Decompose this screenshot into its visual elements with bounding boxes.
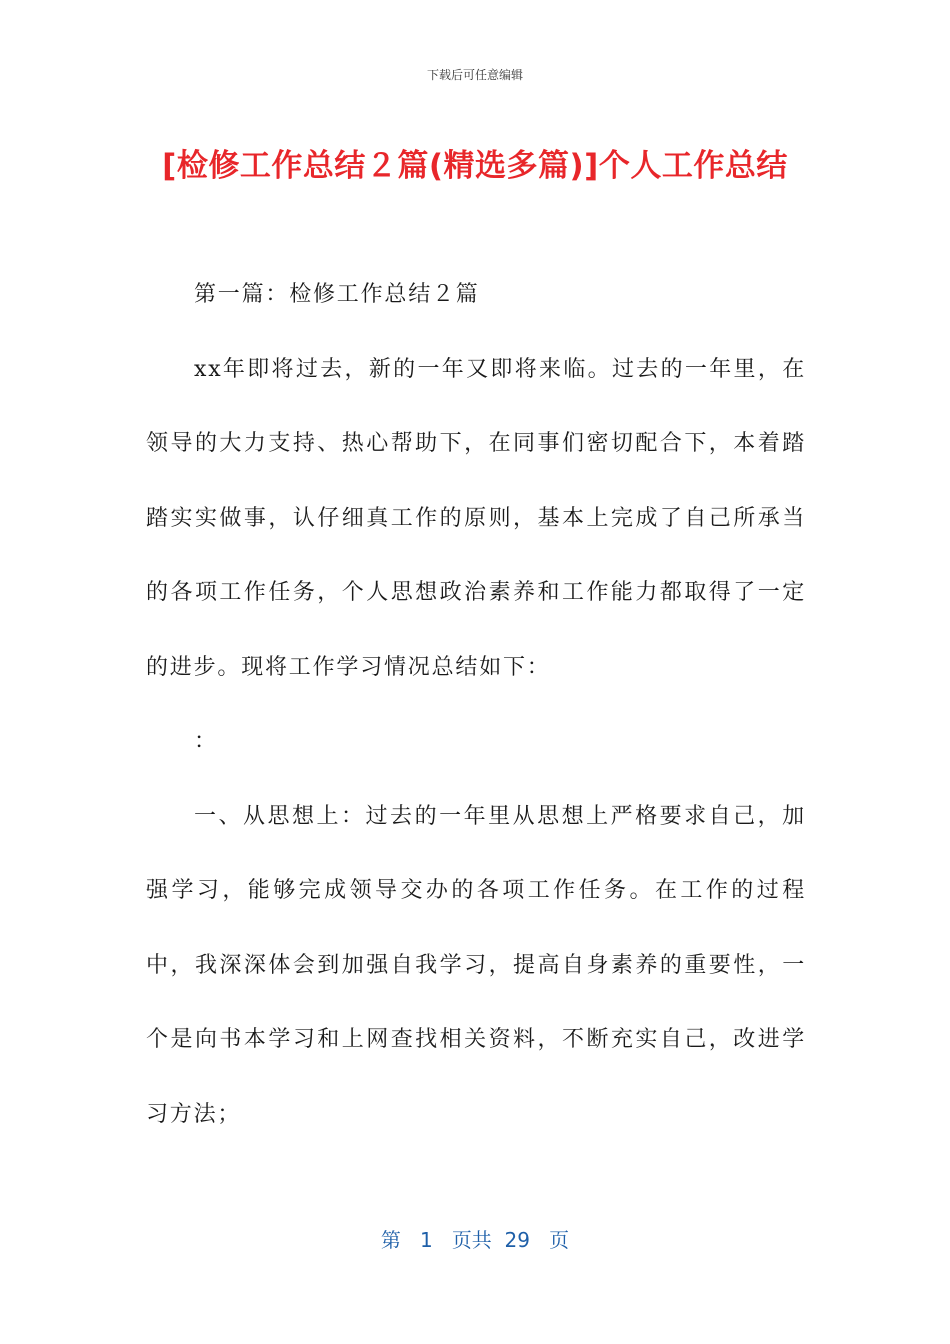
page-label-prefix: 第 <box>380 1228 401 1252</box>
header-note: 下载后可任意编辑 <box>426 68 523 82</box>
total-page-count: 29 <box>504 1228 530 1252</box>
document-title: [检修工作总结２篇(精选多篇)]个人工作总结 <box>162 148 788 184</box>
body-paragraph: 一、从思想上：过去的一年里从思想上严格要求自己，加强学习，能够完成领导交办的各项工作任务。在工作的过程中，我深深体会到加强自我学习，提高自身素养的重要性，一个是向书本学习和上网查找相关资料，不断充实自己，改进学习方法； <box>146 803 806 1127</box>
page-label-middle: 页共 <box>451 1228 492 1252</box>
page-label-suffix: 页 <box>549 1228 570 1252</box>
body-paragraph: xx年即将过去，新的一年又即将来临。过去的一年里，在领导的大力支持、热心帮助下，在同事们密切配合下，本着踏踏实实做事，认仔细真工作的原则，基本上完成了自己所承当的各项工作任务，个人思想政治素养和工作能力都取得了一定的进步。现将工作学习情况总结如下： <box>146 356 806 680</box>
document-body <box>146 258 806 1152</box>
page-number-footer <box>0 1224 950 1253</box>
section-heading: 第一篇：检修工作总结２篇 <box>194 282 480 307</box>
body-paragraph: ： <box>194 729 218 754</box>
current-page-number: 1 <box>420 1228 433 1252</box>
